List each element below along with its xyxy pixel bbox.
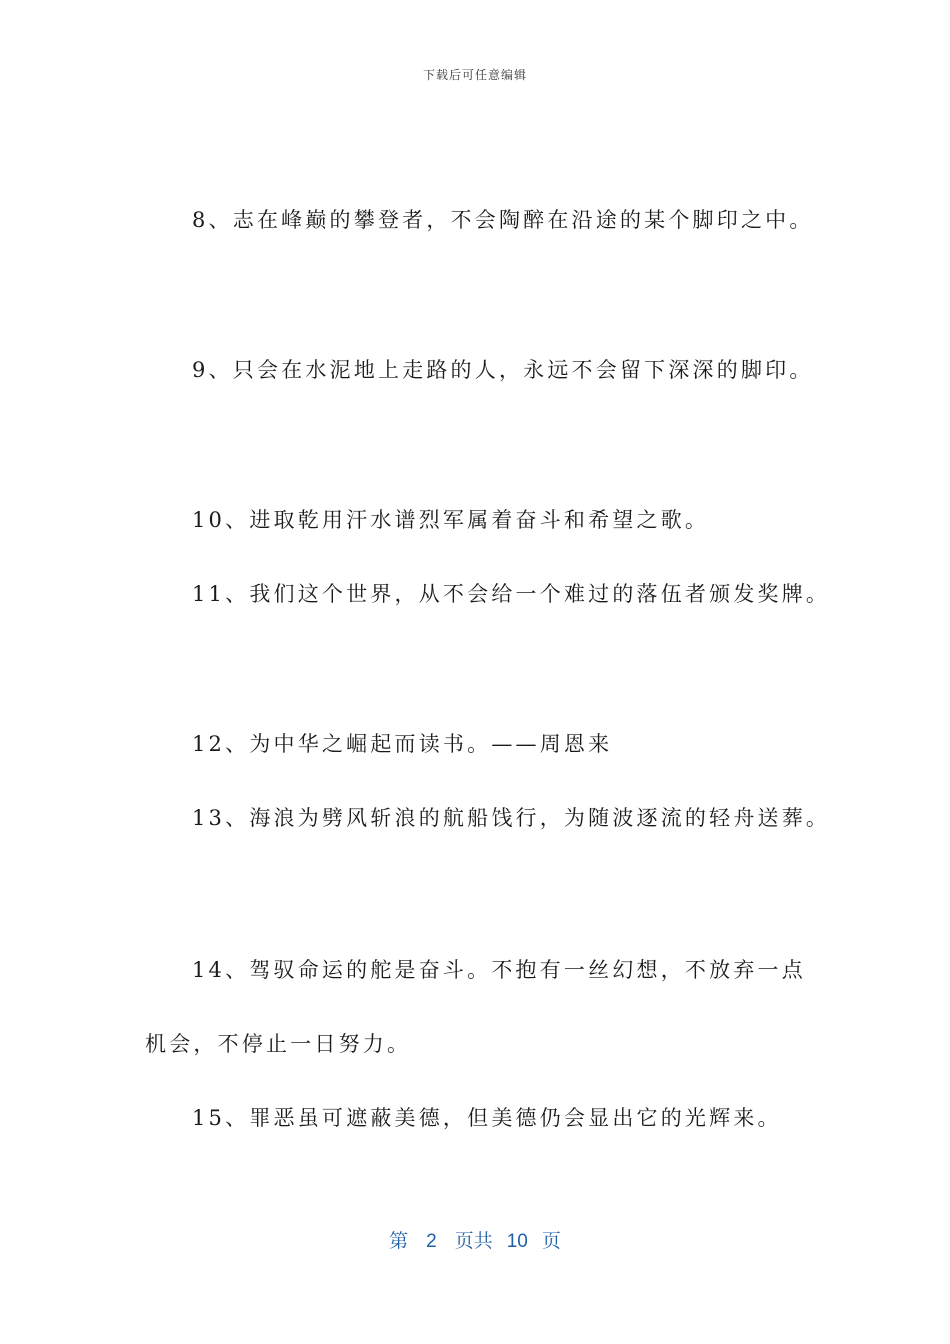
page-footer: [0, 1226, 950, 1253]
quote-8: 8、志在峰巅的攀登者，不会陶醉在沿途的某个脚印之中。: [192, 208, 814, 232]
quote-9: 9、只会在水泥地上走路的人，永远不会留下深深的脚印。: [192, 358, 814, 382]
total-pages-number: 10: [506, 1231, 528, 1252]
footer-middle: 页共: [454, 1231, 493, 1252]
quote-13: 13、海浪为劈风斩浪的航船饯行，为随波逐流的轻舟送葬。: [192, 806, 831, 830]
current-page-number: 2: [426, 1231, 437, 1252]
quote-14-line-1: 14、驾驭命运的舵是奋斗。不抱有一丝幻想，不放弃一点: [192, 958, 806, 982]
quote-15: 15、罪恶虽可遮蔽美德，但美德仍会显出它的光辉来。: [192, 1106, 782, 1130]
footer-prefix: 第: [389, 1231, 409, 1252]
footer-suffix: 页: [541, 1231, 561, 1252]
quote-12: 12、为中华之崛起而读书。——周恩来: [192, 732, 613, 756]
quote-11: 11、我们这个世界，从不会给一个难过的落伍者颁发奖牌。: [192, 582, 831, 606]
header-note: 下载后可任意编辑: [422, 68, 527, 82]
quote-10: 10、进取乾用汗水谱烈军属着奋斗和希望之歌。: [192, 508, 710, 532]
quote-14-line-2: 机会，不停止一日努力。: [145, 1032, 412, 1056]
